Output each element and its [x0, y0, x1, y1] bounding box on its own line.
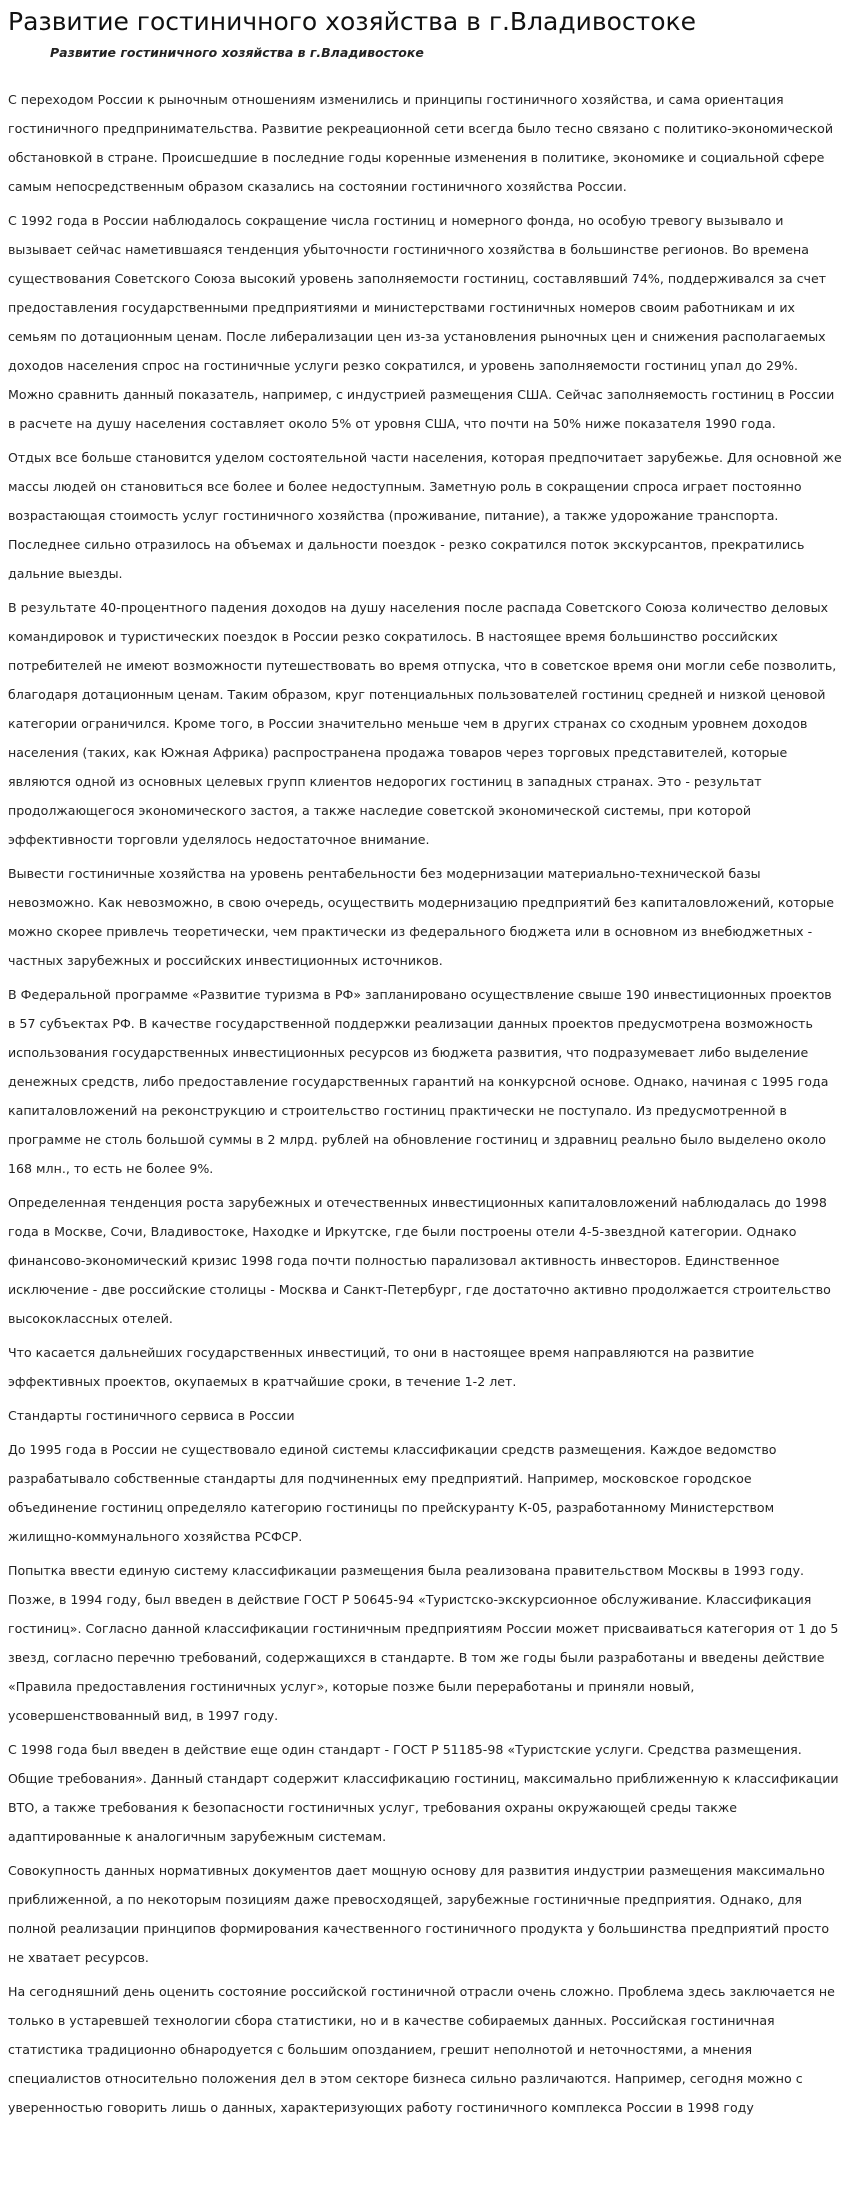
paragraph-investment-trend: Определенная тенденция роста зарубежных и отечественных инвестиционных капиталовложений наблюдалась до 1998 года в Москве, Сочи, Владивостоке, Находке и Иркутске, где были построены отели 4-5-звездной категории. Однако финансово-экономический кризис 1998 года почти полностью парализовал активность инвесторов. Единственное исключение - две российские столицы - Москва и Санкт-Петербург, где достаточно активно продолжается строительство высококлассных отелей. — [8, 1195, 831, 1326]
paragraph-leisure: Отдых все больше становится уделом состоятельной части населения, которая предпочитает зарубежье. Для основной же массы людей он становиться все более и более недоступным. Заметную роль в сокращении спроса играет постоянно возрастающая стоимость услуг гостиничного хозяйства (проживание, питание), а также удорожание транспорта. Последнее сильно отразилось на объемах и дальности поездок - резко сократился поток экскурсантов, прекратились дальние выезды. — [8, 450, 842, 581]
paragraph-income: В результате 40-процентного падения доходов на душу населения после распада Советского Союза количество деловых командировок и туристических поездок в России резко сократилось. В настоящее время большинство российских потребителей не имеют возможности путешествовать во время отпуска, что в советское время они могли себе позволить, благодаря дотационным ценам. Таким образом, круг потенциальных пользователей гостиниц средней и низкой ценовой категории ограничился. Кроме того, в России значительно меньше чем в других странах со сходным уровнем доходов населения (таких, как Южная Африка) распространена продажа товаров через торговых представителей, которые являются одной из основных целевых групп клиентов недорогих гостиниц в западных странах. Это - результат продолжающегося экономического застоя, а также наследие советской экономической системы, при которой эффективности торговли уделялось недостаточное внимание. — [8, 600, 837, 847]
section-heading-standards: Стандарты гостиничного сервиса в России — [8, 1408, 295, 1423]
paragraph-federal-program: В Федеральной программе «Развитие туризма в РФ» запланировано осуществление свыше 190 инвестиционных проектов в 57 субъектах РФ. В качестве государственной поддержки реализации данных проектов предусмотрена возможность использования государственных инвестиционных ресурсов из бюджета развития, что подразумевает либо выделение денежных средств, либо предоставление государственных гарантий на конкурсной основе. Однако, начиная с 1995 года капиталовложений на реконструкцию и строительство гостиниц практически не поступало. Из предусмотренной в программе не столь большой суммы в 2 млрд. рублей на обновление гостиниц и здравниц реально было выделено около 168 млн., то есть не более 9%. — [8, 987, 832, 1176]
paragraph-modernization: Вывести гостиничные хозяйства на уровень рентабельности без модернизации материально-технической базы невозможно. Как невозможно, в свою очередь, осуществить модернизацию предприятий без капиталовложений, которые можно скорее привлечь теоретически, чем практически из федерального бюджета или в основном из внебюджетных - частных зарубежных и российских инвестиционных источников. — [8, 866, 834, 968]
paragraph-gost-1998: С 1998 года был введен в действие еще один стандарт - ГОСТ Р 51185-98 «Туристские услуги. Средства размещения. Общие требования». Данный стандарт содержит классификацию гостиниц, максимально приближенную к классификации ВТО, а также требования к безопасности гостиничных услуг, требования охраны окружающей среды также адаптированные к аналогичным зарубежным системам. — [8, 1742, 839, 1844]
paragraph-state-investment: Что касается дальнейших государственных инвестиций, то они в настоящее время направляются на развитие эффективных проектов, окупаемых в кратчайшие сроки, в течение 1-2 лет. — [8, 1345, 755, 1389]
paragraph-pre-1995: До 1995 года в России не существовало единой системы классификации средств размещения. Каждое ведомство разрабатывало собственные стандарты для подчиненных ему предприятий. Например, московское городское объединение гостиниц определяло категорию гостиницы по прейскуранту К-05, разработанному Министерством жилищно-коммунального хозяйства РСФСР. — [8, 1442, 777, 1544]
paragraph-intro: С переходом России к рыночным отношениям изменились и принципы гостиничного хозяйства, и сама ориентация гостиничного предпринимательства. Развитие рекреационной сети всегда было тесно связано с политико-экономической обстановкой в стране. Происшедшие в последние годы коренные изменения в политике, экономике и социальной сфере самым непосредственным образом сказались на состоянии гостиничного хозяйства России. — [8, 92, 834, 194]
paragraph-decline: С 1992 года в России наблюдалось сокращение числа гостиниц и номерного фонда, но особую тревогу вызывало и вызывает сейчас наметившаяся тенденция убыточности гостиничного хозяйства в большинстве регионов. Во времена существования Советского Союза высокий уровень заполняемости гостиниц, составлявший 74%, поддерживался за счет предоставления государственными предприятиями и министерствами гостиничных номеров своим работникам и их семьям по дотационным ценам. После либерализации цен из-за установления рыночных цен и снижения располагаемых доходов населения спрос на гостиничные услуги резко сократился, и уровень заполняемости гостиниц упал до 29%. Можно сравнить данный показатель, например, с индустрией размещения США. Сейчас заполняемость гостиниц в России в расчете на душу населения составляет около 5% от уровня США, что почти на 50% ниже показателя 1990 года. — [8, 213, 835, 431]
page-title: Развитие гостиничного хозяйства в г.Владивостоке — [8, 7, 697, 36]
paragraph-classification: Попытка ввести единую систему классификации размещения была реализована правительством Москвы в 1993 году. Позже, в 1994 году, был введен в действие ГОСТ Р 50645-94 «Туристско-экскурсионное обслуживание. Классификация гостиниц». Согласно данной классификации гостиничным предприятиям России может присваиваться категория от 1 до 5 звезд, согласно перечню требований, содержащихся в стандарте. В том же годы были разработаны и введены действие «Правила предоставления гостиничных услуг», которые позже были переработаны и приняли новый, усовершенствованный вид, в 1997 году. — [8, 1563, 839, 1723]
paragraph-statistics: На сегодняшний день оценить состояние российской гостиничной отрасли очень сложно. Проблема здесь заключается не только в устаревшей технологии сбора статистики, но и в качестве собираемых данных. Российская гостиничная статистика традиционно обнародуется с большим опозданием, грешит неполнотой и неточностями, а мнения специалистов относительно положения дел в этом секторе бизнеса сильно различаются. Например, сегодня можно с уверенностью говорить лишь о данных, характеризующих работу гостиничного комплекса России в 1998 году — [8, 1984, 835, 2115]
article-subtitle: Развитие гостиничного хозяйства в г.Владивостоке — [50, 45, 424, 60]
paragraph-normative-basis: Совокупность данных нормативных документов дает мощную основу для развития индустрии размещения максимально приближенной, а по некоторым позициям даже превосходящей, зарубежные гостиничные предприятия. Однако, для полной реализации принципов формирования качественного гостиничного продукта у большинства предприятий просто не хватает ресурсов. — [8, 1863, 830, 1965]
